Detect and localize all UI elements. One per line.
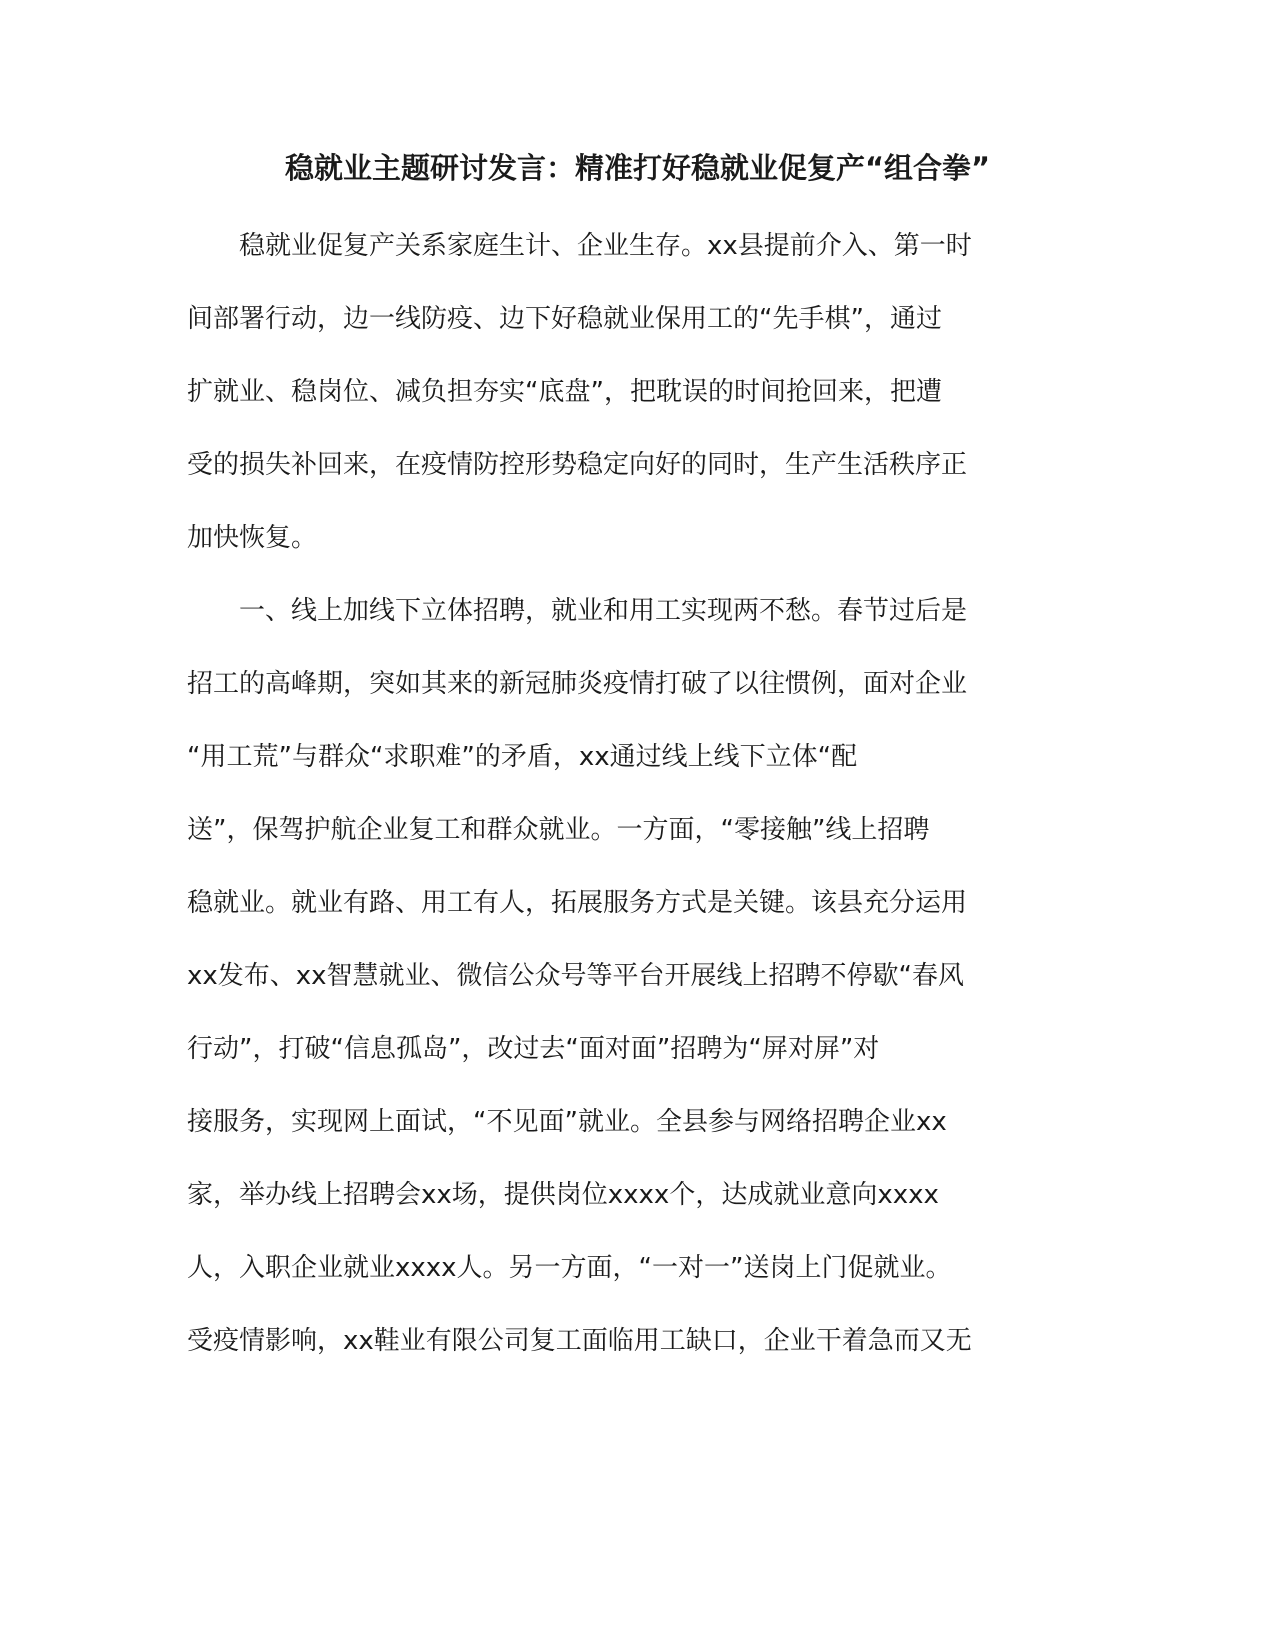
- body-line: “用工荒”与群众“求职难”的矛盾，xx通过线上线下立体“配: [187, 742, 858, 772]
- body-line: xx发布、xx智慧就业、微信公众号等平台开展线上招聘不停歇“春风: [187, 961, 965, 991]
- body-line: 稳就业促复产关系家庭生计、企业生存。xx县提前介入、第一时: [187, 231, 972, 261]
- body-line: 受的损失补回来，在疫情防控形势稳定向好的同时，生产生活秩序正: [187, 450, 968, 480]
- body-line: 间部署行动，边一线防疫、边下好稳就业保用工的“先手棋”，通过: [187, 304, 942, 334]
- body-line: 扩就业、稳岗位、减负担夯实“底盘”，把耽误的时间抢回来，把遭: [187, 377, 942, 407]
- body-line: 受疫情影响，xx鞋业有限公司复工面临用工缺口，企业干着急而又无: [187, 1326, 972, 1356]
- body-line: 稳就业。就业有路、用工有人，拓展服务方式是关键。该县充分运用: [187, 888, 968, 918]
- document-title: 稳就业主题研讨发言：精准打好稳就业促复产“组合拳”: [284, 151, 991, 185]
- body-line: 加快恢复。: [187, 523, 318, 553]
- body-line: 招工的高峰期，突如其来的新冠肺炎疫情打破了以往惯例，面对企业: [187, 669, 968, 699]
- body-line: 行动”，打破“信息孤岛”，改过去“面对面”招聘为“屏对屏”对: [187, 1034, 880, 1064]
- body-line: 接服务，实现网上面试，“不见面”就业。全县参与网络招聘企业xx: [187, 1107, 947, 1137]
- body-line: 一、线上加线下立体招聘，就业和用工实现两不愁。春节过后是: [187, 596, 968, 626]
- body-line: 送”，保驾护航企业复工和群众就业。一方面，“零接触”线上招聘: [187, 815, 930, 845]
- body-line: 人，入职企业就业xxxx人。另一方面，“一对一”送岗上门促就业。: [187, 1253, 952, 1283]
- body-line: 家，举办线上招聘会xx场，提供岗位xxxx个，达成就业意向xxxx: [187, 1180, 939, 1210]
